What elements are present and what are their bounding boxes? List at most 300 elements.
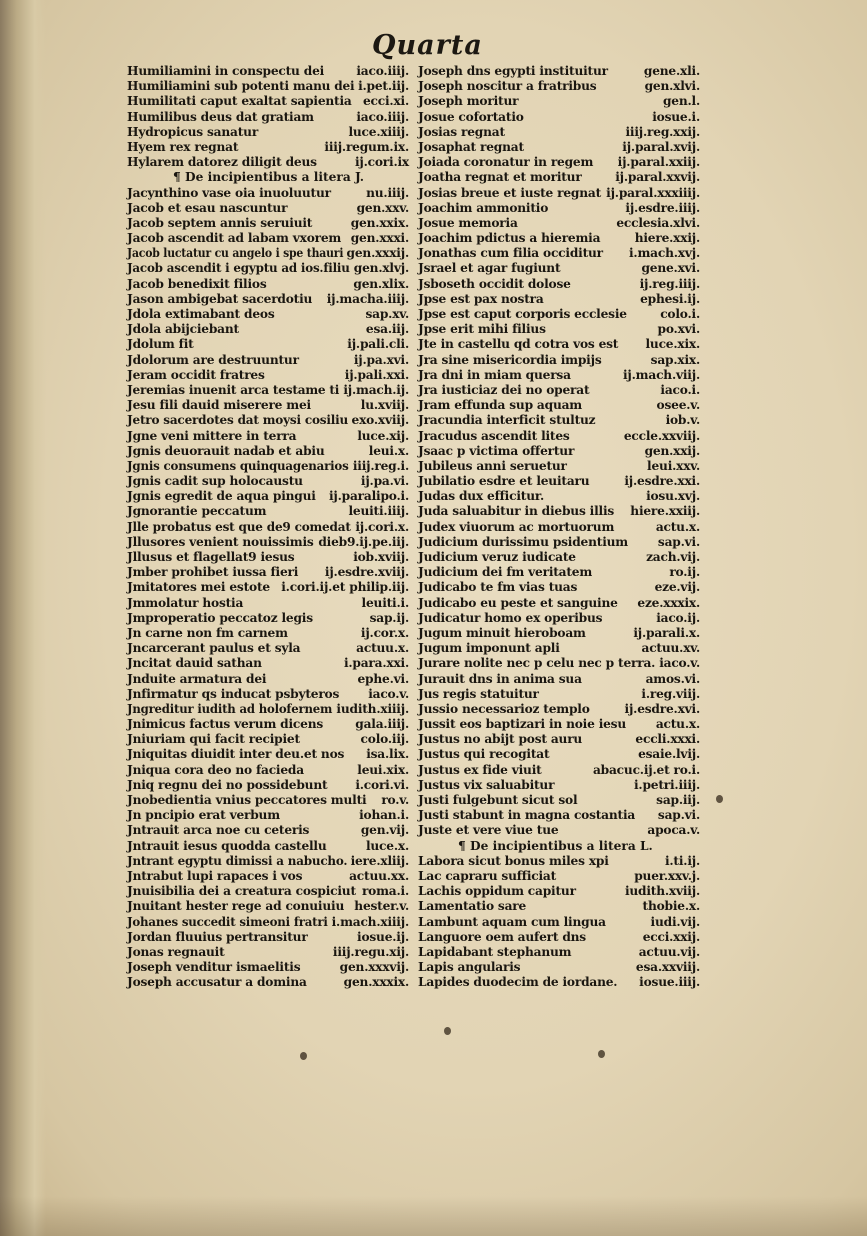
index-entry	[127, 975, 409, 990]
index-entry	[418, 626, 700, 641]
index-entry	[127, 550, 409, 565]
index-entry	[127, 110, 409, 125]
paper-wormhole	[598, 1050, 605, 1058]
entry-reference: ij.paral.xvij.	[622, 139, 700, 154]
entry-text: Jussit eos baptizari in noie iesu	[418, 717, 627, 732]
entry-text: Joseph accusatur a domina	[127, 975, 307, 990]
index-entry	[127, 565, 409, 580]
entry-text: Jurauit dns in anima sua	[418, 671, 582, 686]
section-heading	[418, 839, 700, 854]
entry-text: Josue cofortatio	[418, 109, 524, 124]
entry-reference: ij.paral.xxiij.	[617, 155, 700, 170]
entry-text: Hylarem datorez diligit deus	[127, 155, 317, 170]
entry-text: Jdola abijciebant	[127, 322, 239, 337]
entry-reference: leuiti.i.	[361, 595, 409, 610]
entry-text: Jra sine misericordia impijs	[418, 352, 602, 367]
index-entry	[418, 793, 700, 808]
entry-text: Jracudus ascendit lites	[418, 428, 570, 443]
entry-text: Jgnorantie peccatum	[127, 504, 267, 519]
index-entry	[127, 79, 409, 94]
entry-text: Justus ex fide viuit	[418, 762, 542, 777]
page-edge-shadow	[0, 1196, 867, 1236]
entry-reference: ij.mach.ij.	[343, 382, 409, 397]
entry-text: Jugum minuit hieroboam	[418, 625, 586, 640]
entry-text: Jncarcerant paulus et syla	[127, 641, 301, 656]
index-entry	[127, 793, 409, 808]
entry-reference: i.petri.iiij.	[633, 777, 700, 792]
index-entry	[418, 474, 700, 489]
entry-text: Jubilatio esdre et leuitaru	[418, 474, 590, 489]
entry-reference: amos.vi.	[645, 671, 700, 686]
index-entry	[418, 261, 700, 276]
index-entry	[418, 899, 700, 914]
entry-text: Jubileus anni seruetur	[418, 458, 567, 473]
entry-reference: ij.pali.xxi.	[344, 367, 409, 382]
index-entry	[127, 672, 409, 687]
index-entry	[418, 353, 700, 368]
entry-reference: gene.xli.	[643, 64, 700, 78]
index-entry	[418, 64, 700, 79]
entry-reference: colo.iij.	[360, 732, 409, 747]
entry-reference: dieb9.ij.pe.iij.	[318, 534, 409, 549]
index-entry	[127, 216, 409, 231]
index-entry	[418, 413, 700, 428]
entry-text: Jacynthino vase oia inuoluutur	[127, 185, 331, 200]
left-column	[127, 64, 409, 990]
entry-reference: puer.xxv.j.	[634, 868, 700, 883]
entry-text: Judicatur homo ex operibus	[418, 610, 603, 625]
entry-text: Jsrael et agar fugiunt	[418, 261, 561, 276]
entry-reference: sap.vi.	[657, 534, 700, 549]
entry-text: Jacob luctatur cu angelo i spe thauri	[127, 246, 344, 261]
entry-reference: actu.x.	[655, 717, 700, 732]
entry-text: Jllusus et flagellat9 iesus	[127, 550, 295, 564]
entry-text: Juda saluabitur in diebus illis	[418, 504, 615, 519]
entry-reference: ij.cor.x.	[360, 625, 409, 640]
entry-text: Jesu fili dauid miserere mei	[127, 398, 311, 413]
entry-text: Johanes succedit simeoni fratri	[127, 914, 328, 929]
index-entry	[127, 641, 409, 656]
entry-reference: i.reg.viij.	[641, 686, 700, 701]
entry-text: Josaphat regnat	[418, 139, 524, 154]
entry-reference: ephesi.ij.	[640, 291, 700, 306]
entry-text: Lapis angularis	[418, 960, 521, 975]
entry-text: Jngreditur iudith ad holofernem	[127, 701, 333, 716]
entry-reference: sap.xix.	[650, 352, 700, 367]
index-entry	[127, 231, 409, 246]
index-entry	[127, 839, 409, 854]
entry-reference: iiij.regum.ix.	[324, 139, 409, 154]
entry-text: Joseph dns egypti instituitur	[418, 64, 608, 78]
index-entry	[127, 854, 409, 869]
entry-text: Jacob ascendit i egyptu ad ios.filiu	[127, 261, 350, 276]
entry-reference: iaco.v.	[659, 656, 700, 671]
entry-text: Jntrabut lupi rapaces i vos	[127, 868, 303, 883]
entry-reference: actuu.xx.	[349, 868, 409, 883]
entry-text: Judicium dei fm veritatem	[418, 565, 593, 580]
entry-text: Jsboseth occidit dolose	[418, 276, 571, 291]
entry-reference: gen.l.	[662, 94, 700, 109]
entry-text: Lamentatio sare	[418, 899, 527, 914]
index-entry	[127, 717, 409, 732]
entry-text: Jllusores venient nouissimis	[127, 534, 314, 549]
entry-text: Juste et vere viue tue	[418, 823, 559, 838]
index-entry	[127, 383, 409, 398]
entry-text: Jntrauit iesus quodda castellu	[127, 838, 327, 853]
entry-text: Lapides duodecim de iordane.	[418, 975, 618, 990]
entry-reference: i.ti.ij.	[664, 853, 700, 868]
entry-reference: iosue.i.	[652, 109, 700, 124]
entry-text: Joachim ammonitio	[418, 200, 549, 215]
entry-reference: ij.cori.ix	[354, 155, 409, 170]
entry-text: Humiliamini sub potenti manu dei	[127, 79, 355, 94]
entry-reference: ecclesia.xlvi.	[616, 215, 700, 230]
index-entry	[418, 854, 700, 869]
index-entry	[127, 520, 409, 535]
entry-reference: actuu.xv.	[641, 641, 700, 656]
entry-text: Jnfirmatur qs inducat psbyteros	[127, 686, 340, 701]
entry-text: Jgnis deuorauit nadab et abiu	[127, 443, 325, 458]
entry-text: Joatha regnat et moritur	[418, 170, 582, 185]
entry-reference: ecci.xxij.	[642, 929, 700, 944]
entry-text: Jmitatores mei estote	[127, 580, 270, 595]
index-entry	[418, 611, 700, 626]
index-entry	[418, 869, 700, 884]
index-entry	[418, 489, 700, 504]
index-entry	[418, 717, 700, 732]
index-entry	[418, 823, 700, 838]
entry-reference: i.mach.xvj.	[629, 246, 700, 261]
entry-reference: po.xvi.	[657, 322, 700, 337]
index-entry	[418, 960, 700, 975]
entry-reference: abacuc.ij.et ro.i.	[592, 762, 700, 777]
entry-reference: lu.xviij.	[360, 398, 409, 413]
entry-reference: isa.lix.	[366, 747, 409, 762]
paper-wormhole	[300, 1052, 307, 1060]
entry-reference: ij.pa.vi.	[360, 474, 409, 489]
entry-text: Jn carne non fm carnem	[127, 625, 288, 640]
entry-reference: luce.xij.	[357, 428, 409, 443]
entry-text: Jurare nolite nec p celu nec p terra.	[418, 656, 656, 671]
entry-text: Jsaac p victima offertur	[418, 443, 575, 458]
entry-reference: ij.paralipo.i.	[328, 489, 409, 504]
index-entry	[418, 292, 700, 307]
entry-reference: ij.pa.xvi.	[353, 352, 409, 367]
entry-reference: hiere.xxiij.	[630, 504, 700, 519]
entry-reference: iudith.xiiij.	[336, 701, 409, 716]
index-entry	[127, 368, 409, 383]
index-entry	[418, 368, 700, 383]
entry-reference: gen.xxxix.	[343, 975, 409, 990]
entry-reference: luce.xiiij.	[348, 124, 409, 139]
entry-reference: ij.esdre.xviij.	[324, 565, 409, 580]
entry-text: Joseph noscitur a fratribus	[418, 79, 597, 94]
index-entry	[127, 201, 409, 216]
index-entry	[418, 201, 700, 216]
entry-text: Jniquitas diuidit inter deu.et nos	[127, 747, 345, 762]
index-entry	[418, 747, 700, 762]
entry-text: Jus regis statuitur	[418, 686, 539, 701]
index-entry	[127, 429, 409, 444]
entry-text: Jonathas cum filia occiditur	[418, 246, 603, 261]
index-entry	[418, 383, 700, 398]
entry-reference: esa.xxviij.	[635, 960, 700, 975]
entry-reference: iosue.ij.	[357, 929, 409, 944]
entry-text: Jniqua cora deo no facieda	[127, 762, 304, 777]
entry-text: Josue memoria	[418, 215, 518, 230]
entry-reference: eccli.xxxi.	[635, 732, 700, 747]
index-entry	[418, 580, 700, 595]
index-entry	[418, 216, 700, 231]
index-entry	[418, 504, 700, 519]
index-entry	[418, 429, 700, 444]
index-entry	[127, 504, 409, 519]
index-entry	[418, 307, 700, 322]
index-entry	[127, 823, 409, 838]
entry-reference: eccle.xxviij.	[623, 428, 700, 443]
index-entry	[127, 732, 409, 747]
entry-text: Languore oem aufert dns	[418, 929, 586, 944]
index-entry	[127, 960, 409, 975]
entry-reference: eze.xxxix.	[637, 595, 700, 610]
index-entry	[418, 246, 700, 261]
entry-text: Jntrauit arca noe cu ceteris	[127, 823, 310, 838]
entry-reference: gen.vij.	[360, 823, 409, 838]
index-entry	[127, 930, 409, 945]
entry-reference: ij.mach.viij.	[623, 367, 700, 382]
index-entry	[127, 94, 409, 109]
entry-reference: iohan.i.	[359, 808, 409, 823]
entry-text: Jetro sacerdotes dat moysi cosiliu	[127, 413, 349, 428]
entry-reference: hiere.xxij.	[634, 231, 700, 246]
index-entry	[418, 231, 700, 246]
page-header: Quarta	[372, 30, 483, 61]
entry-text: Jacob benedixit filios	[127, 276, 267, 291]
entry-reference: gene.xvi.	[641, 261, 700, 276]
entry-text: Jnimicus factus verum dicens	[127, 717, 324, 732]
index-entry	[418, 155, 700, 170]
index-entry	[127, 626, 409, 641]
entry-reference: colo.i.	[660, 307, 700, 321]
index-entry	[127, 535, 409, 550]
entry-text: Lac capraru sufficiat	[418, 868, 557, 883]
entry-text: Joachim pdictus a hieremia	[418, 231, 601, 246]
entry-reference: nu.iiij.	[366, 185, 409, 200]
entry-text: Jnduite armatura dei	[127, 671, 267, 686]
index-entry	[418, 398, 700, 413]
entry-text: Jdola extimabant deos	[127, 307, 275, 321]
entry-reference: gen.xxix.	[350, 215, 409, 230]
entry-reference: esaie.lvij.	[638, 747, 700, 762]
index-entry	[418, 170, 700, 185]
entry-text: Lambunt aquam cum lingua	[418, 914, 606, 929]
index-entry	[418, 930, 700, 945]
entry-text: Judex viuorum ac mortuorum	[418, 519, 615, 534]
entry-reference: apoca.v.	[647, 823, 700, 838]
index-entry	[127, 155, 409, 170]
entry-text: Jpse est caput corporis ecclesie	[418, 307, 627, 321]
index-entry	[418, 656, 700, 671]
entry-text: Jgnis consumens quinquagenarios	[127, 458, 349, 473]
entry-reference: iudith.xviij.	[624, 884, 700, 899]
entry-text: Justus vix saluabitur	[418, 777, 555, 792]
entry-reference: ij.pali.cli.	[347, 337, 409, 352]
index-entry	[127, 459, 409, 474]
entry-text: Jacob septem annis seruiuit	[127, 215, 313, 230]
entry-reference: ij.cori.x.	[355, 519, 409, 534]
index-entry	[418, 565, 700, 580]
entry-reference: roma.i.	[361, 884, 409, 899]
index-entry	[418, 763, 700, 778]
entry-text: Judicium durissimu psidentium	[418, 534, 628, 549]
entry-text: Josias breue et iuste regnat	[418, 185, 602, 200]
right-column	[418, 64, 700, 990]
entry-text: Lapidabant stephanum	[418, 944, 572, 959]
entry-reference: actuu.x.	[356, 641, 409, 656]
index-entry	[418, 444, 700, 459]
entry-text: Jmproperatio peccatoz legis	[127, 610, 313, 625]
index-entry	[418, 337, 700, 352]
index-entry	[127, 489, 409, 504]
entry-reference: ij.paral.xxvij.	[615, 170, 700, 185]
entry-reference: iaco.v.	[368, 686, 409, 701]
entry-reference: leuiti.iiij.	[348, 504, 409, 519]
entry-text: Jmmolatur hostia	[127, 595, 244, 610]
index-entry	[127, 915, 409, 930]
index-entry	[127, 444, 409, 459]
entry-reference: ij.paral.xxxiiij.	[606, 185, 700, 200]
entry-reference: ij.esdre.xvi.	[624, 701, 700, 716]
entry-reference: leui.xix.	[357, 762, 409, 777]
index-entry	[127, 398, 409, 413]
entry-reference: sap.vi.	[657, 808, 700, 823]
entry-reference: thobie.x.	[642, 899, 700, 914]
index-entry	[127, 687, 409, 702]
entry-reference: gen.xlvi.	[644, 79, 700, 94]
section-heading-text: ¶ De incipientibus a litera J.	[173, 170, 365, 185]
entry-reference: luce.x.	[365, 838, 409, 853]
index-entry	[418, 687, 700, 702]
entry-reference: iosue.iiij.	[639, 975, 700, 990]
index-entry	[127, 611, 409, 626]
entry-reference: ij.reg.iiij.	[639, 276, 700, 291]
entry-text: Justi fulgebunt sicut sol	[418, 793, 578, 807]
entry-text: Humilibus deus dat gratiam	[127, 109, 314, 124]
index-entry	[418, 520, 700, 535]
entry-reference: actu.x.	[655, 519, 700, 534]
index-entry	[127, 747, 409, 762]
entry-reference: gala.iiij.	[355, 717, 409, 732]
index-entry	[127, 125, 409, 140]
entry-reference: ij.esdre.iiij.	[625, 200, 700, 215]
entry-text: Hyem rex regnat	[127, 139, 239, 154]
entry-text: Jeram occidit fratres	[127, 367, 265, 382]
entry-text: Jordan fluuius pertransitur	[127, 929, 308, 944]
entry-reference: ij.macha.iiij.	[326, 291, 409, 306]
entry-text: Humiliamini in conspectu dei	[127, 64, 325, 78]
entry-reference: iaco.iiij.	[356, 109, 409, 124]
index-entry	[418, 277, 700, 292]
entry-text: Jeremias inuenit arca testame ti	[127, 382, 340, 397]
entry-text: Jnuisibilia dei a creatura cospiciut	[127, 884, 356, 899]
entry-reference: ro.ij.	[669, 565, 700, 580]
index-entry	[418, 945, 700, 960]
index-entry	[418, 186, 700, 201]
index-entry	[418, 94, 700, 109]
entry-reference: gen.xxij.	[644, 443, 700, 458]
entry-text: Joseph moritur	[418, 94, 519, 109]
entry-text: Josias regnat	[418, 124, 505, 139]
section-heading-text: ¶ De incipientibus a litera L.	[458, 838, 653, 853]
entry-text: Jgnis egredit de aqua pingui	[127, 489, 316, 504]
entry-text: Jgnis cadit sup holocaustu	[127, 474, 303, 489]
entry-reference: ecci.xi.	[362, 94, 409, 109]
index-entry	[127, 292, 409, 307]
index-entry	[418, 140, 700, 155]
index-entry	[418, 322, 700, 337]
entry-reference: iiij.reg.i.	[352, 458, 409, 473]
entry-reference: iaco.i.	[660, 382, 700, 397]
index-entry	[127, 778, 409, 793]
entry-text: Jacob ascendit ad labam vxorem	[127, 231, 342, 246]
page-gutter	[0, 0, 46, 1236]
index-entry	[127, 277, 409, 292]
index-entry	[418, 535, 700, 550]
entry-reference: iob.xviij.	[353, 550, 409, 564]
index-entry	[127, 899, 409, 914]
entry-text: Jram effunda sup aquam	[418, 398, 583, 413]
index-entry	[127, 702, 409, 717]
entry-reference: hester.v.	[354, 899, 409, 914]
entry-text: Lachis oppidum capitur	[418, 884, 576, 899]
entry-text: Jntrant egyptu dimissi a nabucho.	[127, 853, 348, 868]
section-heading	[127, 170, 409, 185]
index-entry	[127, 596, 409, 611]
index-entry	[418, 550, 700, 565]
entry-text: Judicabo eu peste et sanguine	[418, 595, 618, 610]
index-entry	[418, 884, 700, 899]
entry-text: Jniuriam qui facit recipiet	[127, 732, 300, 747]
entry-reference: actuu.vij.	[638, 944, 700, 959]
entry-text: Jdolorum are destruuntur	[127, 352, 299, 367]
entry-text: Joiada coronatur in regem	[418, 155, 594, 170]
entry-text: Jn pncipio erat verbum	[127, 808, 280, 823]
index-entry	[127, 413, 409, 428]
entry-text: Labora sicut bonus miles xpi	[418, 853, 609, 868]
entry-reference: ij.parali.x.	[633, 625, 700, 640]
entry-reference: iiij.reg.xxij.	[625, 124, 700, 139]
entry-reference: sap.xv.	[365, 307, 409, 321]
entry-text: Judicium veruz iudicate	[418, 550, 576, 564]
entry-reference: ij.esdre.xxi.	[624, 474, 700, 489]
entry-reference: gen.xxxvij.	[339, 960, 409, 975]
paper-wormhole	[716, 795, 723, 803]
entry-reference: iiij.regu.xij.	[332, 944, 409, 959]
entry-reference: ephe.vi.	[357, 671, 409, 686]
index-entry	[418, 79, 700, 94]
entry-reference: i.cori.ij.et philip.iij.	[281, 580, 409, 595]
index-entry	[418, 975, 700, 990]
index-entry	[127, 307, 409, 322]
entry-reference: leui.x.	[368, 443, 409, 458]
entry-reference: iudi.vij.	[650, 914, 700, 929]
entry-text: Jlle probatus est que de9 comedat	[127, 519, 351, 534]
entry-text: Jnuitant hester rege ad conuiuiu	[127, 899, 345, 914]
entry-text: Jpse erit mihi filius	[418, 322, 546, 337]
entry-text: Jgne veni mittere in terra	[127, 428, 297, 443]
entry-reference: exo.xviij.	[351, 413, 409, 428]
index-entry	[418, 125, 700, 140]
